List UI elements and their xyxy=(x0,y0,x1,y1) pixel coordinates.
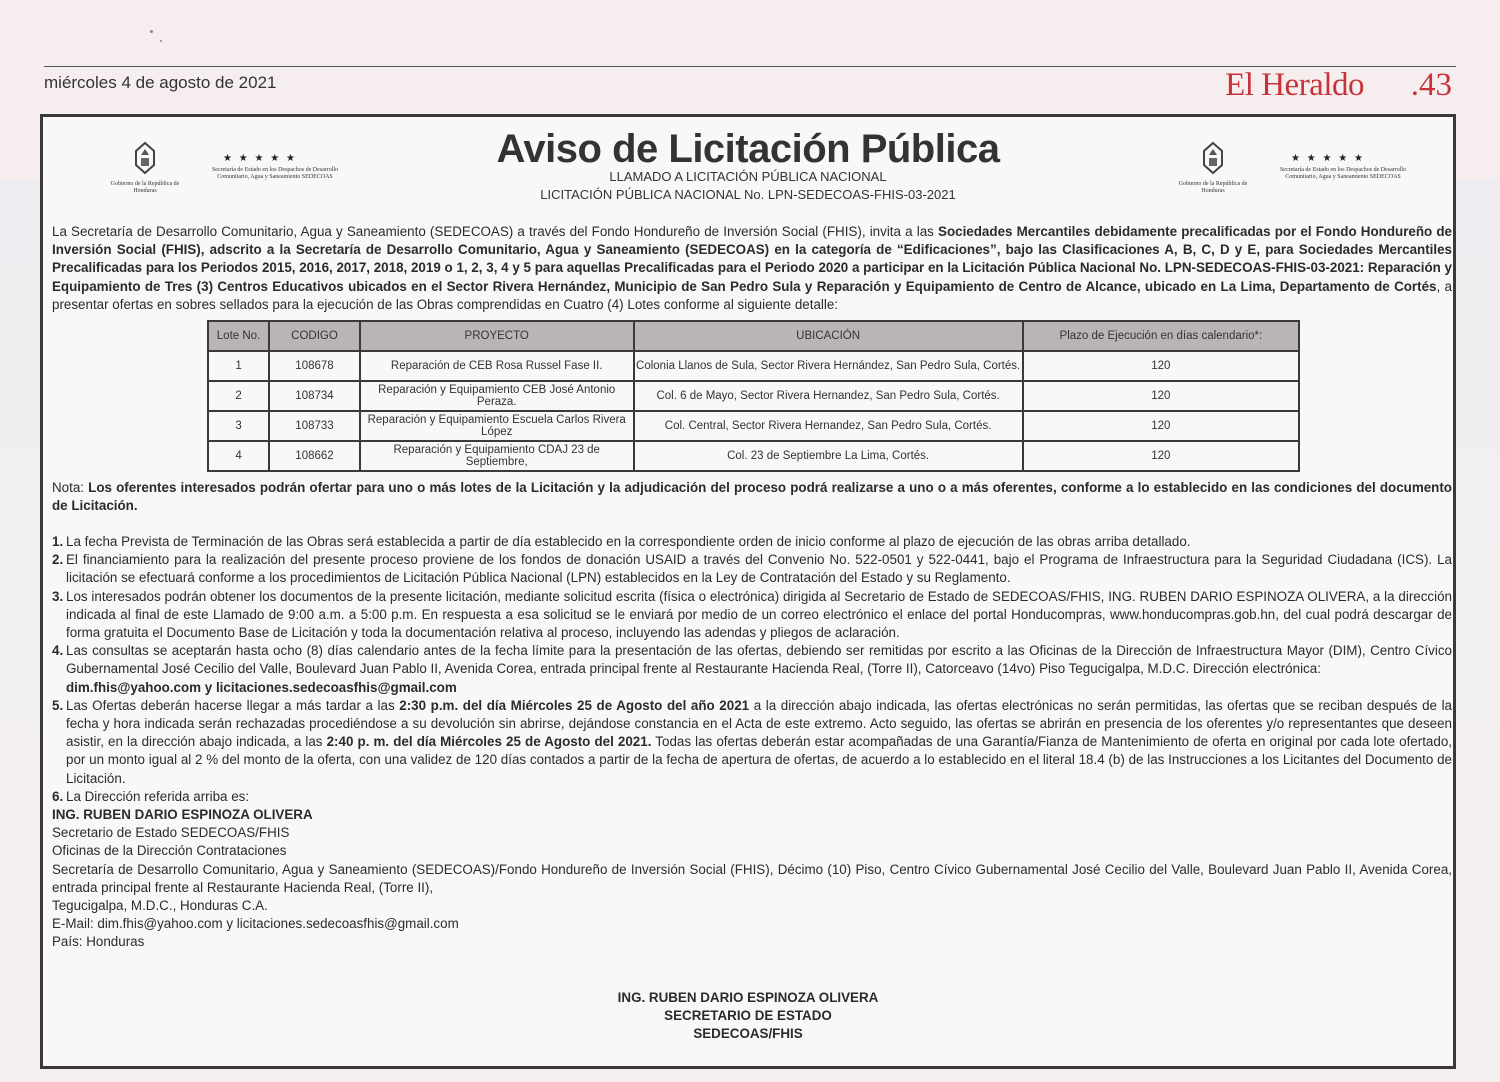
cell-code: 108662 xyxy=(269,441,360,471)
lots-table xyxy=(207,320,1300,472)
gov-caption: Gobierno de la República de Honduras xyxy=(1178,181,1248,194)
conditions-list xyxy=(52,533,1452,952)
cell-term: 120 xyxy=(1023,381,1299,411)
item-text: a la dirección abajo indicada, las ofertas electrónicas no serán permitidas, las ofertas que se reciban después de la fecha y hora indicada serán rechazadas procediéndose a su devolución sin abrirse, dejándose constancia en el Acta de este extremo. Acto seguido, las ofertas se abrirán en presencia de los oferentes y/o representantes que deseen asistir, en la dirección abajo indicada, a las xyxy=(66,697,1452,750)
intro-bold-text: Sociedades Mercantiles debidamente precalificadas por el Fondo Hondureño de Inversión Social (FHIS), adscrito a la Secretaría de Desarrollo Comunitario, Agua y Saneamiento (SEDECOAS) en la categoría de “Edificaciones”, bajo las Clasificaciones A, B, C, D y E, para Sociedades Mercantiles Precalificadas para los Periodos 2015, 2016, 2017, 2018, 2019 o 1, 2, 3, 4 y 5 para aquellas Precalificadas para el Periodo 2020 a participar en la Licitación Pública Nacional No. LPN-SEDECOAS-FHIS-03-2021: Reparación y Equipamiento de Tres (3) Centros Educativos ubicados en el Sector Rivera Hernández, Municipio de San Pedro Sula y Reparación y Equipamiento de Centro de Alcance, ubicado en La Lima, Departamento de Cortés xyxy=(52,224,1453,294)
cell-project: Reparación de CEB Rosa Russel Fase II. xyxy=(360,351,634,381)
secretaria-caption: Secretaría de Estado en los Despachos de Desarrollo Comunitario, Agua y Saneamiento SEDECOAS xyxy=(1279,167,1407,180)
column-header: Lote No. xyxy=(208,321,269,351)
item-text: La Dirección referida arriba es: xyxy=(66,788,250,804)
stars-icon: ★ ★ ★ ★ ★ xyxy=(1291,153,1365,164)
item-text: El financiamiento para la realización del presente proceso proviene de los fondos de donación USAID a través del Convenio No. 522-0501 y 522-0441, bajo el Programa de Infraestructura para la Seguridad Ciudadana (ICS). La licitación se efectuará conforme a los procedimientos de Licitación Pública Nacional (LPN) establecidos en la Ley de Contratación del Estado y su Reglamento. xyxy=(66,552,1452,586)
table-row xyxy=(208,381,1299,411)
page-number: .43 xyxy=(1410,67,1452,103)
cell-project: Reparación y Equipamiento CEB José Antonio Peraza. xyxy=(360,381,634,411)
cell-project: Reparación y Equipamiento CDAJ 23 de Septiembre, xyxy=(360,441,634,471)
cell-location: Col. 23 de Septiembre La Lima, Cortés. xyxy=(634,441,1023,471)
column-header: UBICACIÓN xyxy=(634,321,1023,351)
address-line: Tegucigalpa, M.D.C., Honduras C.A. xyxy=(52,898,268,914)
signatory-org: SEDECOAS/FHIS xyxy=(693,1026,803,1042)
signatory-name: ING. RUBEN DARIO ESPINOZA OLIVERA xyxy=(617,990,879,1005)
intro-text: La Secretaría de Desarrollo Comunitario, Agua y Saneamiento (SEDECOAS) a través del Fondo Hondureño de Inversión Social (FHIS), invita a las xyxy=(52,224,939,239)
intro-text-end: , a presentar ofertas en sobres sellados para la ejecución de las Obras comprendidas en Cuatro (4) Lotes conforme al siguiente detalle: xyxy=(52,278,1452,312)
intro-paragraph xyxy=(52,223,1452,314)
column-header: CODIGO xyxy=(269,321,360,351)
table-row xyxy=(208,411,1299,441)
address-name: ING. RUBEN DARIO ESPINOZA OLIVERA xyxy=(52,807,313,823)
issue-date: miércoles 4 de agosto de 2021 xyxy=(44,73,277,92)
cell-code: 108734 xyxy=(269,381,360,411)
table-row xyxy=(208,351,1299,381)
print-speck xyxy=(150,30,153,33)
newspaper-name: El Heraldo xyxy=(1225,67,1364,103)
item-number: 4. xyxy=(52,643,64,659)
deadline-text: 2:30 p.m. del día Miércoles 25 de Agosto del año 2021 xyxy=(399,697,750,713)
print-speck xyxy=(160,40,162,42)
item-text: Los interesados podrán obtener los documentos de la presente licitación, mediante solicitud escrita (física o electrónica) dirigida al Secretario de Estado de SEDECOAS/FHIS, ING. RUBEN DARIO ESPINOZA OLIVERA, a la dirección indicada al final de este Llamado de 9:00 a.m. a 5:00 p.m. En respuesta a esa solicitud se le enviará por medio de un correo electrónico el enlace del portal Honducompras, www.honducompras.gob.hn, del cual podrá descargar de forma gratuita el Documento Base de Licitación y toda la documentación relativa al proceso, incluyendo las adendas y pliegos de aclaración. xyxy=(66,588,1452,641)
cell-location: Colonia Llanos de Sula, Sector Rivera Hernández, San Pedro Sula, Cortés. xyxy=(634,351,1023,381)
list-item xyxy=(52,697,1452,788)
list-item xyxy=(52,642,1452,697)
secretaria-caption: Secretaría de Estado en los Despachos de Desarrollo Comunitario, Agua y Saneamiento SEDECOAS xyxy=(211,167,339,180)
note-label: Nota: xyxy=(52,480,89,495)
address-line: Oficinas de la Dirección Contrataciones xyxy=(52,843,287,859)
item-number: 1. xyxy=(52,534,64,549)
cell-term: 120 xyxy=(1023,411,1299,441)
list-item xyxy=(52,788,1452,806)
cell-code: 108678 xyxy=(269,351,360,381)
address-block xyxy=(52,806,1452,952)
contact-emails: dim.fhis@yahoo.com y licitaciones.sedecoasfhis@gmail.com xyxy=(66,679,457,695)
list-item xyxy=(52,533,1452,551)
cell-location: Col. Central, Sector Rivera Hernandez, San Pedro Sula, Cortés. xyxy=(634,411,1023,441)
cell-project: Reparación y Equipamiento Escuela Carlos Rivera López xyxy=(360,411,634,441)
cell-location: Col. 6 de Mayo, Sector Rivera Hernandez, San Pedro Sula, Cortés. xyxy=(634,381,1023,411)
address-country: País: Honduras xyxy=(52,934,145,950)
cell-term: 120 xyxy=(1023,441,1299,471)
item-number: 3. xyxy=(52,588,64,604)
gov-caption: Gobierno de la República de Honduras xyxy=(110,181,180,194)
item-number: 5. xyxy=(52,697,64,713)
tender-number: LICITACIÓN PÚBLICA NACIONAL No. LPN-SEDECOAS-FHIS-03-2021 xyxy=(540,187,956,202)
item-text: Las consultas se aceptarán hasta ocho (8) días calendario antes de la fecha límite para la presentación de las ofertas, debiendo ser remitidas por escrito a las Oficinas de la Dirección de Infraestructura Mayor (DIM), Centro Cívico Gubernamental José Cecilio del Valle, Boulevard Juan Pablo II, Avenida Corea, entrada principal frente al Restaurante Hacienda Real, (Torre II), Catorceavo (14vo) Piso Tegucigalpa, M.D.C. Dirección electrónica: xyxy=(66,643,1452,677)
cell-code: 108733 xyxy=(269,411,360,441)
item-text: Las Ofertas deberán hacerse llegar a más tardar a las xyxy=(66,697,400,713)
notice-title: Aviso de Licitación Pública xyxy=(496,127,1000,171)
signature-block xyxy=(43,989,1453,1044)
stars-icon: ★ ★ ★ ★ ★ xyxy=(223,153,297,164)
note-paragraph xyxy=(52,479,1452,515)
address-email: E-Mail: dim.fhis@yahoo.com y licitaciones.sedecoasfhis@gmail.com xyxy=(52,916,459,932)
opening-time-text: 2:40 p. m. del día Miércoles 25 de Agosto del 2021. xyxy=(326,734,652,750)
cell-term: 120 xyxy=(1023,351,1299,381)
item-number: 2. xyxy=(52,552,64,568)
address-line: Secretaría de Desarrollo Comunitario, Agua y Saneamiento (SEDECOAS)/Fondo Hondureño de Inversión Social (FHIS), Décimo (10) Piso, Centro Cívico Gubernamental José Cecilio del Valle, Boulevard Juan Pablo II, Avenida Corea, entrada principal frente al Restaurante Hacienda Real, (Torre II), xyxy=(52,861,1452,895)
cell-lot: 2 xyxy=(208,381,269,411)
masthead xyxy=(44,66,1456,103)
table-row xyxy=(208,441,1299,471)
item-text: La fecha Prevista de Terminación de las Obras será establecida a partir de día establecido en la correspondiente orden de inicio conforme al plazo de ejecución de las obras arriba detallado. xyxy=(66,534,1191,549)
item-number: 6. xyxy=(52,788,64,804)
notice-subtitle: LLAMADO A LICITACIÓN PÚBLICA NACIONAL xyxy=(609,169,887,184)
note-text: Los oferentes interesados podrán ofertar para uno o más lotes de la Licitación y la adjudicación del proceso podrá realizarse a uno o a más oferentes, conforme a lo establecido en las condiciones del documento de Licitación. xyxy=(52,480,1452,514)
table-header-row xyxy=(208,321,1299,351)
cell-lot: 4 xyxy=(208,441,269,471)
item-text: Todas las ofertas deberán estar acompañadas de una Garantía/Fianza de Mantenimiento de oferta en original por cada lote ofertado, por un monto igual al 2 % del monto de la oferta, con una validez de 120 días contados a partir de la fecha de apertura de ofertas, de acuerdo a lo establecido en el literal 18.4 (b) de las Instrucciones a los Licitantes del Documento de Licitación. xyxy=(66,734,1452,786)
column-header: PROYECTO xyxy=(360,321,634,351)
address-line: Secretario de Estado SEDECOAS/FHIS xyxy=(52,825,290,841)
list-item xyxy=(52,588,1452,643)
cell-lot: 1 xyxy=(208,351,269,381)
list-item xyxy=(52,551,1452,587)
signatory-role: SECRETARIO DE ESTADO xyxy=(664,1008,832,1024)
notice-frame xyxy=(40,114,1456,1069)
cell-lot: 3 xyxy=(208,411,269,441)
column-header: Plazo de Ejecución en días calendario*: xyxy=(1023,321,1299,351)
